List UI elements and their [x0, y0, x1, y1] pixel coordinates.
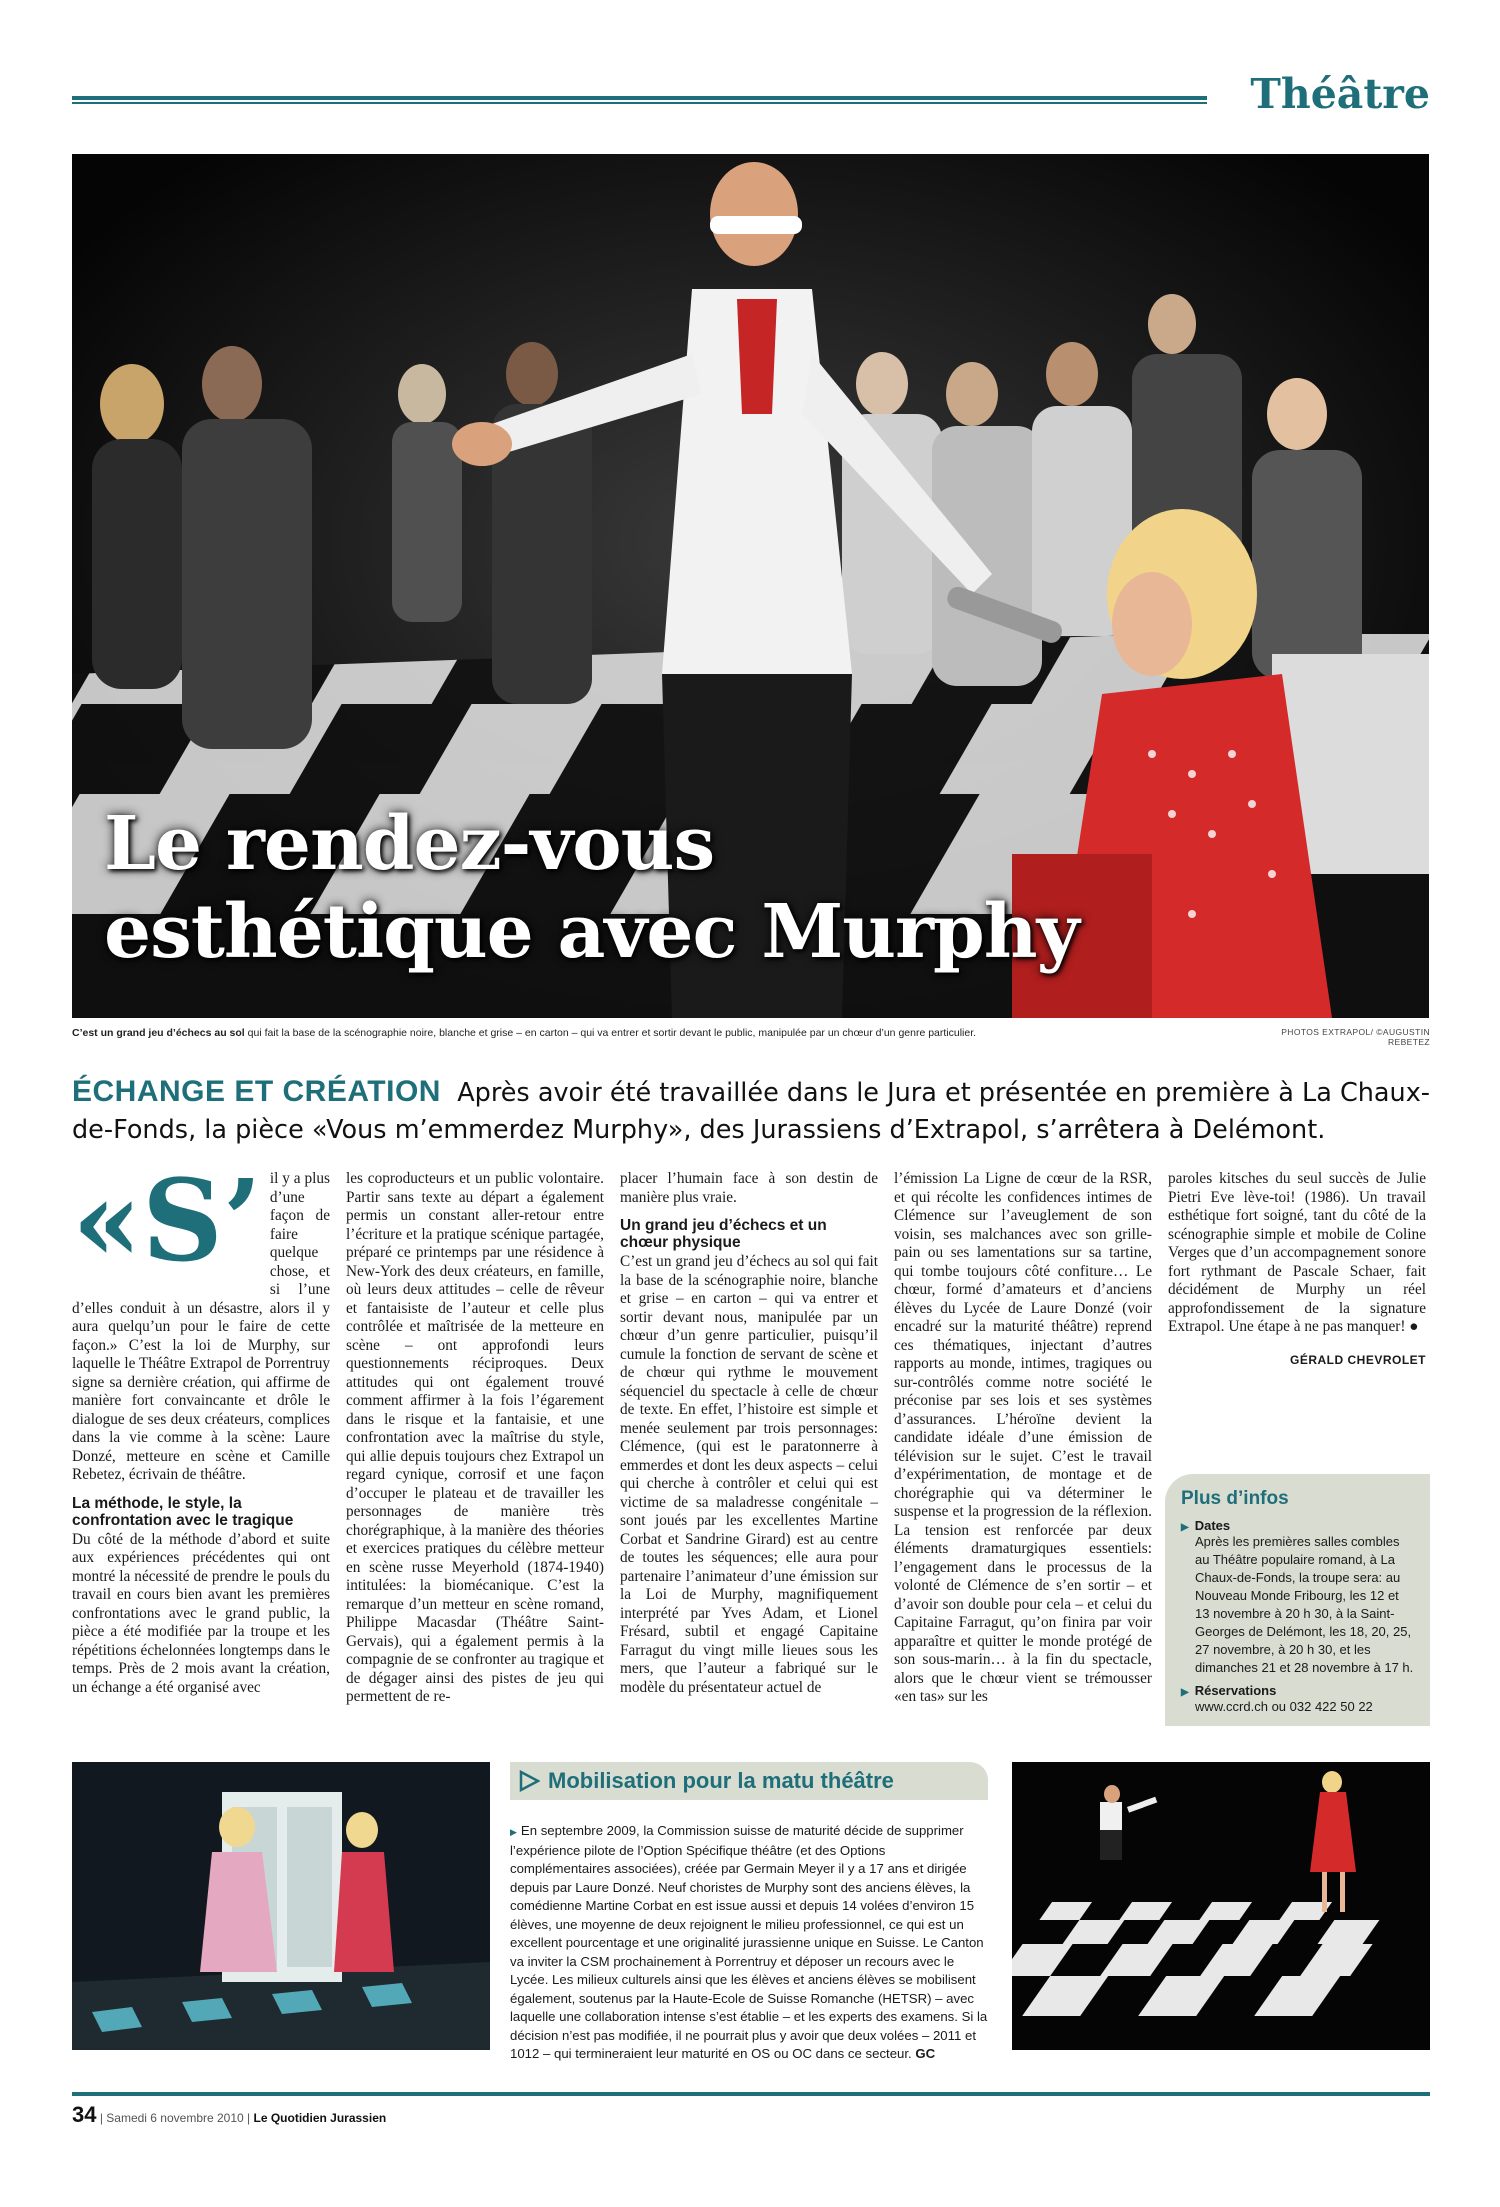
- subhead: La méthode, le style, la confrontation avec le tragique: [72, 1494, 294, 1529]
- article-column-5: [1168, 1170, 1426, 1369]
- headline-line-2: esthétique avec Murphy: [104, 889, 1079, 975]
- sidebar-signature: GC: [915, 2046, 936, 2061]
- article-column-2: [346, 1170, 604, 1707]
- page-number: 34: [72, 2102, 97, 2127]
- article-column-4: [894, 1170, 1152, 1707]
- sidebar-title-text: Mobilisation pour la matu théâtre: [548, 1768, 894, 1793]
- article-paragraph: il y a plus d’une façon de faire quelque chose, et si l’une d’elles conduit à un désastre, alors il y aura quelqu’un pour le faire de cette façon.» C’est la loi de Murphy, sur laquelle le Théâtre Extrapol de Porrentruy signe sa dernière création, qui affirme de manière fort convaincante et drôle le dialogue de ses deux créateurs, complices dans la vie comme à la scène: Laure Donzé, metteure en scène et Camille Rebetez, écrivain de théâtre.: [72, 1170, 330, 1483]
- info-reservations-heading: ▶ Réservations: [1181, 1683, 1416, 1698]
- dropcap: «S’: [72, 1156, 262, 1287]
- caption-lead: C’est un grand jeu d’échecs au sol: [72, 1027, 245, 1039]
- sidebar-body: En septembre 2009, la Commission suisse de maturité décide de supprimer l’expérience pilote de l’Option Spécifique théâtre (et des Options complémentaires associées), créée par Germain Meyer il y a 17 ans et dirigée depuis par Laure Donzé. Neuf choristes de Murphy sont des anciens élèves, la comédienne Martine Corbat en est issue aussi et depuis 14 volées d’environ 15 élèves, une moyenne de deux rejoignent le milieu professionnel, ce qui est un excellent pourcentage et une originalité jurassienne unique en Suisse. Le Canton va inviter la CSM prochainement à Porrentruy et déposer un recours avec le Lycée. Les milieux culturels ainsi que les élèves et anciens élèves se mobilisent également, soutenus par la Haute-Ecole de Suisse Romanche (HETSR) – avec laquelle une collaboration intense s’est établie – et les experts des examens. Si la décision n’est pas modifiée, il ne pourrait plus y avoir que deux volées – 2011 et 1012 – qui termineraient leur maturité en OS ou OC dans ce secteur.: [510, 1823, 988, 2061]
- info-box: [1165, 1474, 1430, 1726]
- footer-publication: Le Quotidien Jurassien: [253, 2111, 387, 2125]
- photo-bottom-left: [72, 1762, 490, 2050]
- article-paragraph: paroles kitsches du seul succès de Julie Pietri Eve lève-toi! (1986). Un travail esthétique fort soigné, tant du côté de la scénographie simple et mobile de Coline Verges que d’un accompagnement sonore fort rythmant de Pascale Schaer, fait décidément de Murphy un réel approfondissement de la signature Extrapol. Une étape à ne pas manquer! ●: [1168, 1170, 1426, 1335]
- photo-bottom-right: [1012, 1762, 1430, 2050]
- sidebar-title: [510, 1762, 988, 1800]
- info-reservations-text: www.ccrd.ch ou 032 422 50 22: [1195, 1699, 1373, 1714]
- subhead: Un grand jeu d’échecs et un chœur physique: [620, 1217, 827, 1251]
- article-column-3: [620, 1170, 878, 1697]
- footer: 34 | Samedi 6 novembre 2010 | Le Quotidien Jurassien: [72, 2102, 387, 2127]
- header-rule: [72, 96, 1207, 104]
- footer-rule: [72, 2092, 1430, 2096]
- photo-caption: [72, 1027, 1222, 1039]
- article-paragraph: l’émission La Ligne de cœur de la RSR, et qui récolte les confidences intimes de Clémence sur l’aveuglement de son voisin, ses malchances avec son grille-pain ou ses lamentations sur sa tartine, qui tombe toujours côté confiture… Le chœur, formé d’amateurs et d’anciens élèves du Lycée de Laure Donzé (voir encadré sur la maturité théâtre) reprend ces thématiques, injectant d’autres rapports au monde, intimes, tragiques ou sur-contrôlés comme notre société le préconise par ses lois et ses systèmes d’assurances. L’héroïne devient la candidate idéale d’une émission de télévision sur le sujet. C’est le travail d’expérimentation, de montage et de chorégraphie qui va déterminer le suspense et la progression de la réflexion. La tension est renforcée par deux éléments dramaturgiques essentiels: l’engagement dans le processus de la volonté de Clémence de s’en sortir – et d’avoir son double pour cela – et celui du Capitaine Farragut, qu’on finira par voir apparaître et quitter le monde protégé de son sous-marin… à la fin du spectacle, alors que le chœur vient se trémousser «en tas» sur les: [894, 1170, 1152, 1705]
- article-paragraph: C’est un grand jeu d’échecs au sol qui fait la base de la scénographie noire, blanche et grise – en carton – qui va entrer et sortir devant nous, manipulée par un chœur d’un genre particulier, puisqu’il cumule la fonction de servant de scène et de chœur qui rythme le mouvement séquenciel du spectacle à celle de chœur de texte. En effet, l’histoire est simple et menée seulement par trois personnages: Clémence, (qui est le paratonnerre à emmerdes et dont les deux aspects – celui qui cherche à contrôler et celui qui est victime de sa maladresse congénitale – sont joués par les excellentes Martine Corbat et Sandrine Girard) est au centre de toutes les séquences; elle aura pour partenaire l’animateur d’une émission sur la Loi de Murphy, magnifiquement interprété par Yves Adam, et Lionel Frésard, subtil et engagé Capitaine Farragut du vingt mille lieues sous les mers, que l’auteur a fabriqué sur le modèle du présentateur actuel de: [620, 1253, 878, 1696]
- intro-text: Après avoir été travaillée dans le Jura et présentée en première à La Chaux-de-Fonds, la pièce «Vous m’emmerdez Murphy», des Jurassiens d’Extrapol, s’arrêtera à Delémont.: [72, 1078, 1431, 1145]
- photo-credit: PHOTOS EXTRAPOL/ ©AUGUSTIN REBETEZ: [1281, 1027, 1430, 1047]
- sidebar-text: [510, 1822, 988, 2064]
- footer-date: Samedi 6 novembre 2010: [106, 2111, 244, 2125]
- intro-kicker: ÉCHANGE ET CRÉATION: [72, 1075, 441, 1108]
- intro: [72, 1073, 1432, 1149]
- play-triangle-icon: [518, 1770, 540, 1792]
- article-paragraph: placer l’humain face à son destin de manière plus vraie.: [620, 1170, 878, 1206]
- author-signature: GÉRALD CHEVROLET: [1289, 1352, 1426, 1367]
- headline-line-1: Le rendez-vous: [104, 801, 715, 887]
- info-box-title: Plus d’infos: [1181, 1488, 1289, 1509]
- article-column-1: [72, 1156, 330, 1697]
- info-dates-heading: ▶ Dates: [1181, 1518, 1416, 1533]
- article-paragraph: Du côté de la méthode d’abord et suite aux expériences précédentes qui ont montré la nécessité de prendre le pouls du travail en cours bien avant les premières confrontations avec le grand public, la pièce a été modifiée par la troupe et les répétitions échelonnées longtemps dans le temps. Près de 2 mois avant la création, un échange a été organisé avec: [72, 1530, 330, 1696]
- headline: [104, 800, 1204, 976]
- info-dates-text: Après les premières salles combles au Théâtre populaire romand, à La Chaux-de-Fonds, la troupe sera: au Nouveau Monde Fribourg, les 12 et 13 novembre à 20 h 30, à la Saint-Georges de Delémont, les 18, 20, 25, 27 novembre, à 20 h 30, et les dimanches 21 et 28 novembre à 17 h.: [1195, 1534, 1414, 1675]
- section-title: Théâtre: [1250, 70, 1430, 118]
- caption-rest: qui fait la base de la scénographie noire, blanche et grise – en carton – qui va entrer et sortir devant le public, manipulée par un chœur d’un genre particulier.: [244, 1027, 977, 1039]
- article-paragraph: les coproducteurs et un public volontaire. Partir sans texte au départ a également permis un constant aller-retour entre l’écriture et la pratique scénique partagée, préparé ce printemps par une résidence à New-York des deux créateurs, en famille, où leurs deux attitudes – celle de rêveur et fantaisiste de l’auteur et celle plus contrôlée et maîtrisée de la metteure en scène – ont approfondi leurs questionnements réciproques. Deux attitudes qui ont également trouvé comment affirmer à la fois l’égarement dans le risque et la fantaisie, et une confrontation avec la maîtrise du style, qui allie depuis toujours chez Extrapol un regard cynique, corrosif et une façon d’occuper le plateau et de travailler les personnages de manière très chorégraphique, à la manière des théories et exercices pratiques du célèbre metteur en scène russe Meyerhold (1874-1940) intitulées: la biomécanique. C’est la remarque d’un metteur en scène romand, Philippe Macasdar (Théâtre Saint-Gervais), qui a également permis à la compagnie de se confronter au tragique et de dégager ainsi des pistes de jeu qui permettent de re-: [346, 1170, 604, 1705]
